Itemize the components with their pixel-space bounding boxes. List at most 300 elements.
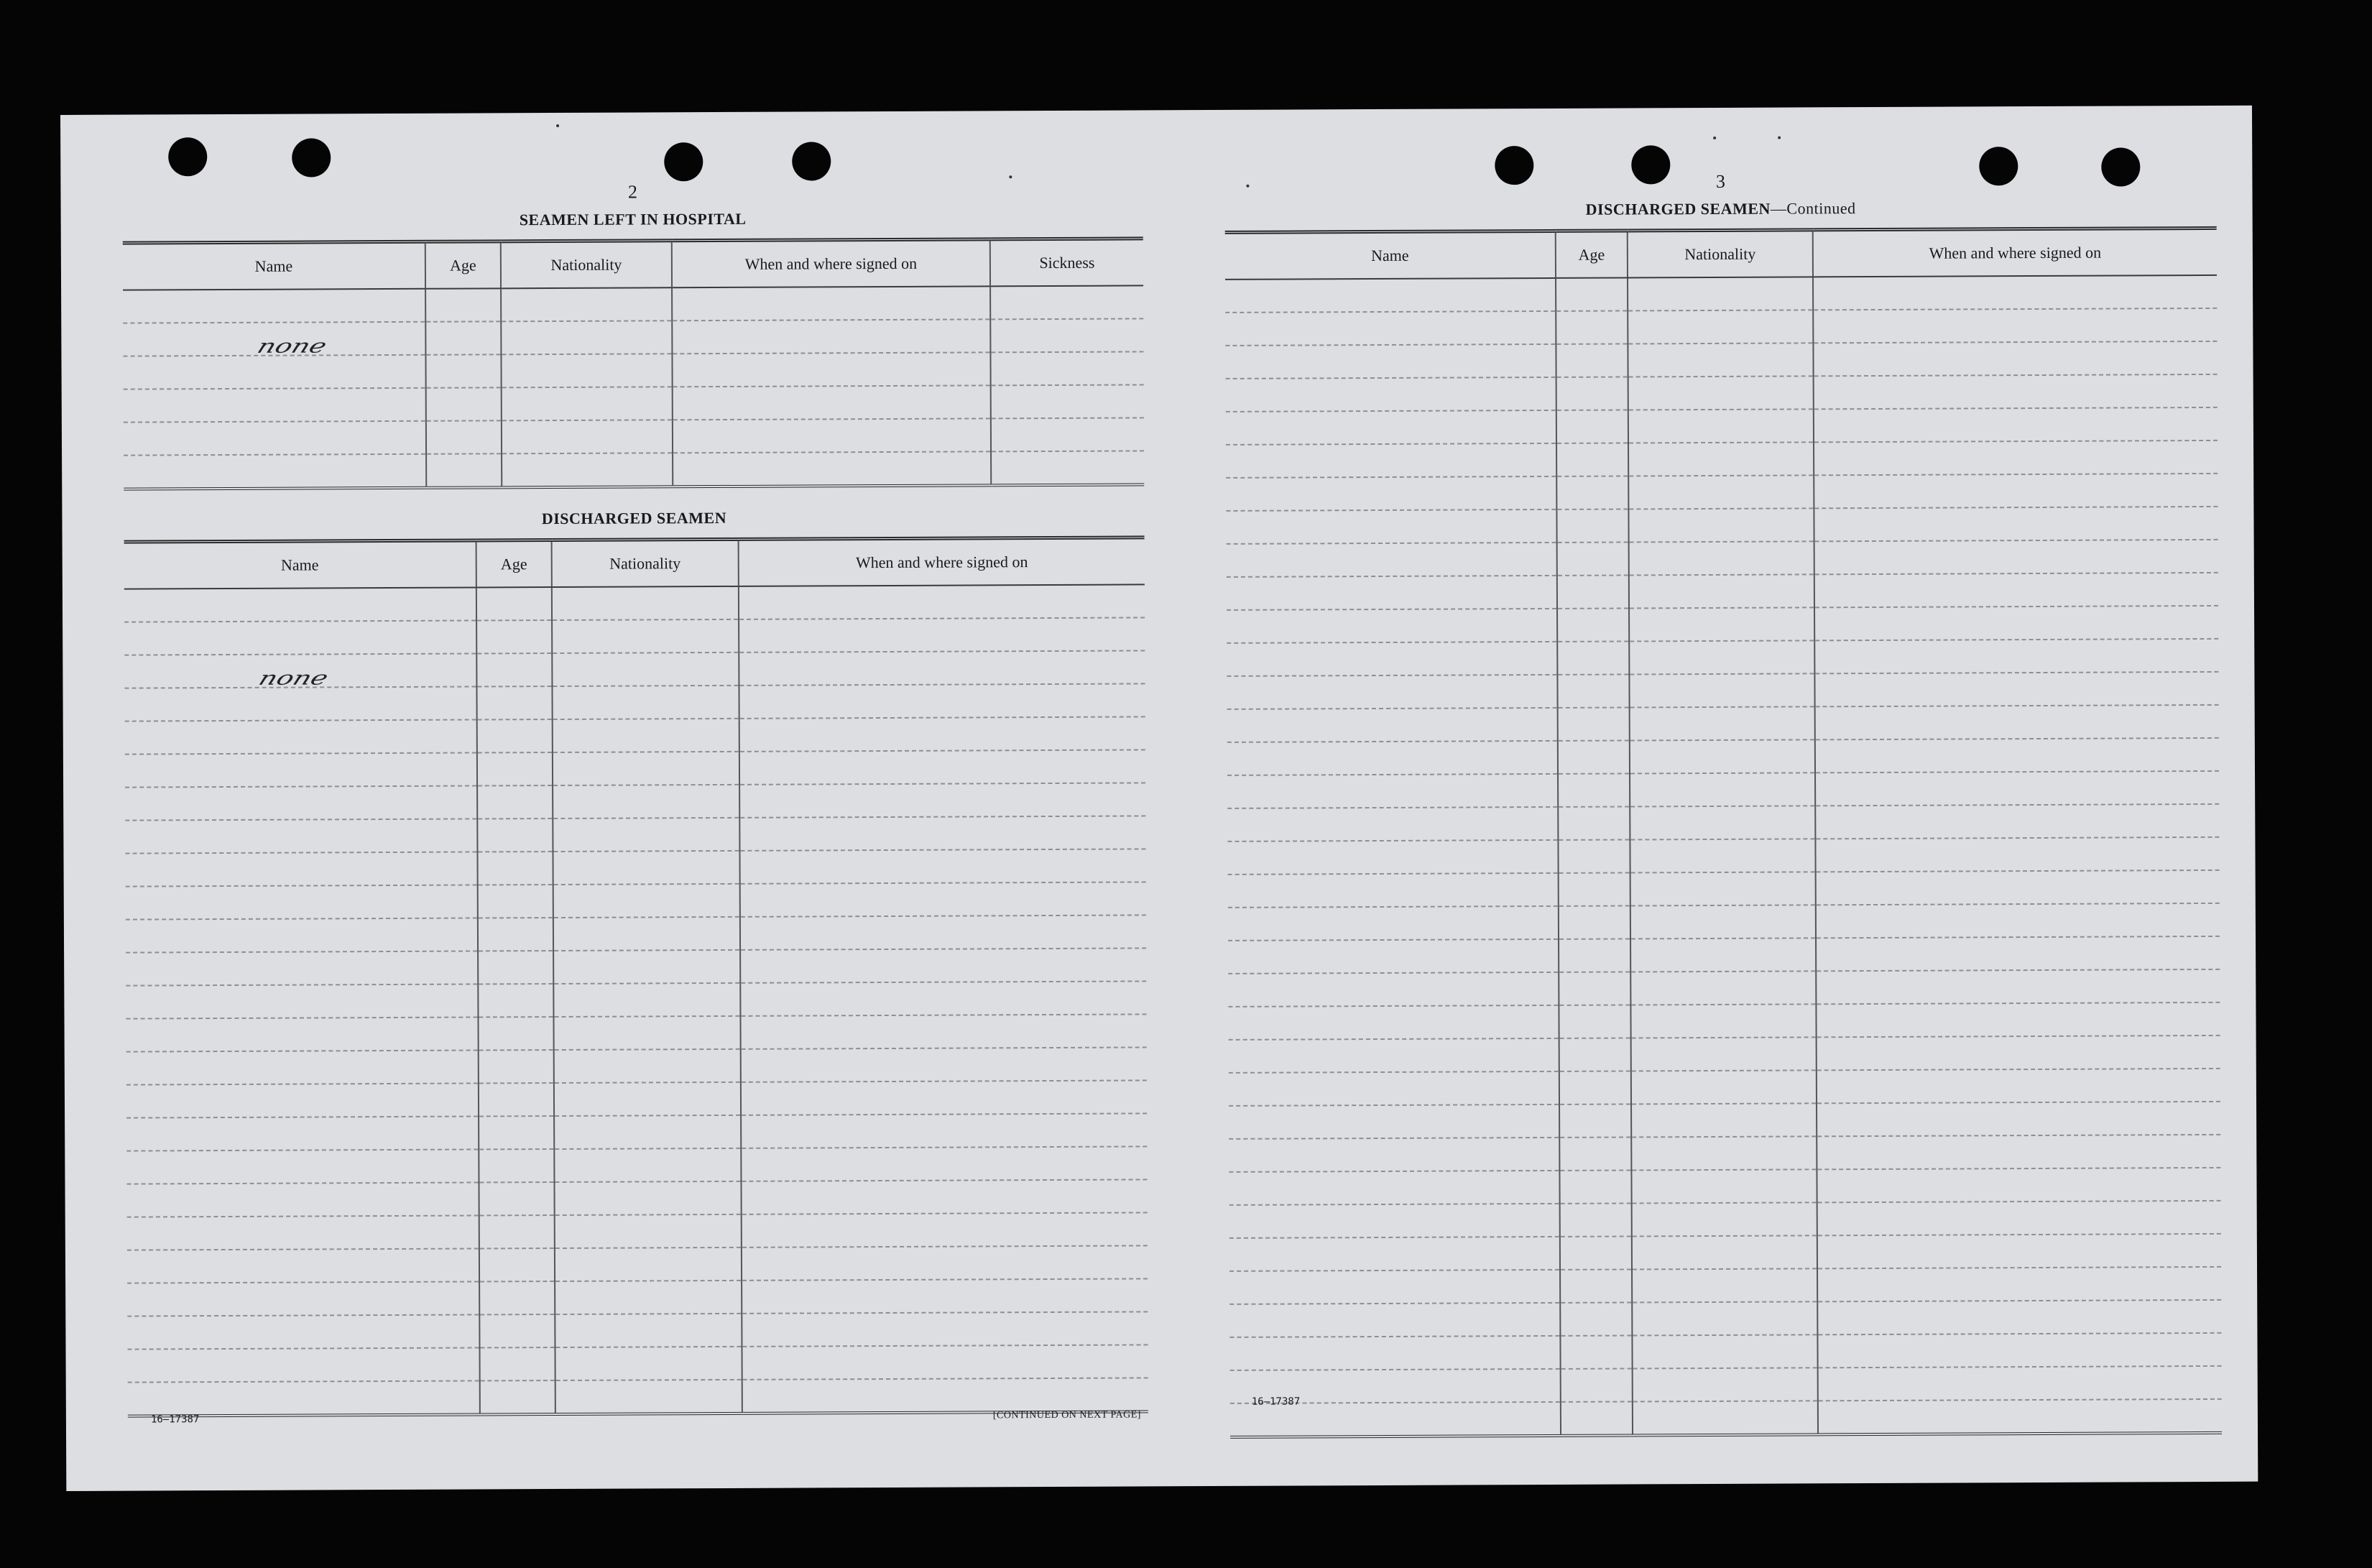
table-row <box>126 948 1146 985</box>
table-cell <box>477 752 553 785</box>
table-cell <box>426 387 502 420</box>
table-cell <box>1226 443 1556 478</box>
table-cell <box>1815 837 2219 872</box>
speck <box>1778 137 1781 139</box>
column-header-signed-on: When and where signed on <box>739 538 1145 586</box>
table-cell <box>502 387 673 420</box>
table-header-row <box>124 538 1145 589</box>
table-cell <box>1814 441 2218 475</box>
table-cell <box>1227 741 1558 775</box>
table-cell <box>1632 1268 1817 1302</box>
table-row <box>126 981 1146 1018</box>
table-cell <box>553 752 739 785</box>
table-cell <box>739 783 1145 817</box>
table-row <box>126 1080 1147 1117</box>
page-number: 2 <box>627 181 638 203</box>
table-cell <box>1816 1002 2220 1037</box>
table-row <box>1229 1300 2221 1337</box>
column-header-age: Age <box>425 241 501 289</box>
table-cell <box>1817 1333 2221 1368</box>
table-cell <box>741 1047 1147 1082</box>
table-cell <box>1630 706 1815 740</box>
table-cell <box>740 981 1146 1015</box>
table-cell <box>1225 344 1556 379</box>
table-cell <box>1556 443 1628 476</box>
table-cell <box>1630 839 1815 872</box>
table-cell <box>479 1215 555 1248</box>
table-cell <box>1560 1335 1632 1368</box>
table-cell <box>1815 804 2219 839</box>
cell-text: none <box>254 334 331 358</box>
table-row <box>125 783 1145 820</box>
table-cell <box>1817 1234 2221 1268</box>
table-cell <box>1227 708 1558 742</box>
table-cell <box>741 1113 1147 1148</box>
table-cell <box>476 686 552 719</box>
table-cell <box>990 351 1143 385</box>
table-cell <box>477 818 553 852</box>
punch-hole <box>792 142 831 180</box>
table-cell <box>1629 640 1814 674</box>
table-cell <box>1559 1071 1631 1104</box>
table-cell <box>741 1146 1147 1181</box>
table-cell <box>1814 573 2218 607</box>
table-cell <box>1560 1203 1632 1236</box>
table-cell <box>1557 641 1629 674</box>
table-row <box>1227 573 2218 610</box>
table-cell <box>1814 507 2218 541</box>
table-cell <box>1630 971 1816 1005</box>
table-cell <box>553 983 740 1017</box>
table-cell <box>1558 773 1630 806</box>
table-cell <box>125 719 477 754</box>
table-cell <box>1817 1102 2220 1136</box>
table-row <box>1228 903 2220 941</box>
table-cell <box>477 719 553 752</box>
table-cell <box>125 818 477 853</box>
table-cell <box>742 1245 1148 1280</box>
table-cell <box>125 852 477 886</box>
table-cell <box>1561 1368 1633 1401</box>
right-page <box>1224 106 2216 1408</box>
table-cell <box>127 1248 479 1283</box>
table-cell <box>1559 1137 1631 1170</box>
table-cell <box>1817 1168 2220 1202</box>
table-cell <box>1817 1201 2221 1235</box>
table-cell <box>554 1049 741 1083</box>
table-cell <box>124 421 426 456</box>
table-row <box>124 451 1144 489</box>
table-cell <box>1225 278 1556 313</box>
column-header-name: Name <box>124 540 476 589</box>
discharged-table <box>124 535 1148 1417</box>
table-row <box>127 1311 1148 1349</box>
table-cell <box>124 587 476 622</box>
table-cell <box>124 388 426 423</box>
discharged-section-title: DISCHARGED SEAMEN <box>541 508 727 528</box>
table-cell <box>1631 1037 1817 1071</box>
table-cell <box>1559 872 1630 905</box>
table-row <box>1228 870 2220 908</box>
table-cell <box>1559 972 1630 1005</box>
table-cell <box>478 984 553 1017</box>
table-cell <box>479 1083 554 1116</box>
table-cell <box>426 420 502 453</box>
table-cell <box>501 287 672 321</box>
table-row <box>125 849 1145 886</box>
table-cell <box>990 285 1143 319</box>
table-cell <box>1226 476 1556 511</box>
table-cell <box>742 1345 1148 1379</box>
ledger-sheet <box>60 106 2258 1491</box>
table-row <box>123 318 1143 356</box>
table-cell <box>1814 606 2218 640</box>
table-cell <box>1813 341 2217 376</box>
table-cell <box>124 620 476 655</box>
table-cell <box>479 1314 555 1347</box>
punch-hole <box>292 138 331 177</box>
table-cell <box>554 1115 741 1149</box>
table-row <box>124 584 1145 622</box>
table-cell <box>127 1215 479 1250</box>
discharged-rows <box>124 584 1148 1416</box>
table-cell <box>742 1311 1148 1346</box>
table-cell <box>1628 376 1814 410</box>
table-cell <box>1229 1171 1559 1205</box>
table-row <box>125 716 1145 754</box>
table-cell <box>1814 407 2218 442</box>
table-row <box>1229 1234 2221 1271</box>
table-cell <box>740 948 1146 982</box>
table-cell <box>1630 872 1816 905</box>
table-row <box>126 1014 1146 1051</box>
table-cell <box>991 418 1144 451</box>
table-cell <box>1227 675 1557 709</box>
cell-text: none <box>255 666 332 690</box>
table-cell <box>1816 936 2220 971</box>
table-row <box>1229 1102 2220 1139</box>
table-cell <box>1630 806 1815 839</box>
table-cell <box>740 1014 1146 1048</box>
table-row <box>1226 441 2218 478</box>
table-cell <box>1814 474 2218 508</box>
table-cell <box>554 1181 741 1215</box>
table-cell <box>479 1182 554 1215</box>
table-cell <box>1813 275 2217 310</box>
table-cell <box>1228 873 1559 908</box>
column-header-sickness: Sickness <box>990 239 1143 286</box>
table-row <box>1226 407 2218 445</box>
table-cell <box>1226 377 1556 412</box>
column-header-name: Name <box>123 241 425 290</box>
table-cell <box>126 951 478 985</box>
table-cell <box>555 1347 742 1380</box>
table-cell <box>672 319 990 354</box>
table-cell <box>1227 774 1558 808</box>
table-cell <box>553 884 740 918</box>
discharged-continued-rows <box>1225 275 2222 1437</box>
table-cell <box>479 1248 555 1281</box>
table-cell <box>553 917 740 951</box>
table-cell <box>1557 608 1629 641</box>
table-cell <box>1229 1071 1559 1106</box>
table-cell <box>742 1378 1148 1413</box>
punch-hole <box>168 137 207 176</box>
table-cell <box>1629 607 1814 641</box>
hospital-rows <box>123 285 1144 489</box>
table-cell <box>477 785 553 818</box>
table-cell <box>126 1116 479 1150</box>
table-row <box>1229 1135 2220 1172</box>
table-row <box>1227 804 2219 841</box>
table-cell <box>673 418 991 453</box>
table-cell <box>1816 870 2220 905</box>
table-cell <box>1559 905 1630 939</box>
table-cell <box>124 454 426 489</box>
table-cell <box>425 354 501 387</box>
table-cell <box>990 318 1143 352</box>
table-cell <box>1814 639 2218 673</box>
table-cell <box>1227 840 1558 875</box>
table-cell <box>553 851 739 885</box>
table-cell <box>502 420 673 453</box>
table-cell <box>123 289 425 323</box>
column-header-nationality: Nationality <box>501 241 672 289</box>
hospital-section-title: SEAMEN LEFT IN HOSPITAL <box>519 209 747 229</box>
table-cell <box>741 1080 1147 1115</box>
table-cell <box>555 1248 742 1281</box>
table-cell <box>479 1347 555 1380</box>
table-cell <box>1818 1399 2222 1434</box>
table-row <box>127 1245 1148 1283</box>
table-cell <box>1229 1138 1559 1172</box>
table-cell <box>741 1179 1147 1214</box>
table-cell <box>1229 1270 1560 1304</box>
table-cell <box>1229 1038 1559 1073</box>
table-cell <box>991 384 1144 418</box>
table-cell <box>1629 574 1814 608</box>
table-cell <box>1633 1401 1818 1435</box>
table-cell <box>1560 1269 1632 1302</box>
table-cell <box>1556 509 1628 542</box>
table-cell <box>1558 839 1630 872</box>
table-cell <box>1630 1004 1816 1038</box>
table-cell <box>1226 410 1556 445</box>
table-cell <box>1559 1005 1630 1038</box>
table-cell <box>553 1016 740 1050</box>
table-cell <box>1557 674 1629 707</box>
table-cell <box>1817 1267 2221 1301</box>
hospital-table <box>123 236 1145 490</box>
column-header-name: Name <box>1225 231 1556 280</box>
table-cell <box>739 650 1145 685</box>
table-cell <box>1560 1236 1632 1269</box>
table-row <box>126 1047 1147 1084</box>
table-row <box>1227 705 2219 742</box>
table-cell <box>1558 806 1630 839</box>
section-title-suffix: —Continued <box>1770 199 1856 218</box>
table-cell <box>1229 1303 1560 1337</box>
table-cell <box>1225 311 1556 346</box>
table-cell <box>126 1182 479 1217</box>
table-cell <box>552 586 739 620</box>
table-cell <box>123 355 425 389</box>
table-row <box>1225 308 2217 346</box>
table-cell <box>740 882 1146 916</box>
table-cell <box>1633 1368 1818 1401</box>
table-cell <box>739 683 1145 718</box>
table-cell <box>502 453 673 487</box>
table-cell <box>124 686 476 721</box>
table-cell <box>1632 1301 1817 1335</box>
table-cell <box>1227 642 1557 676</box>
table-cell <box>501 320 672 354</box>
continued-note: [CONTINUED ON NEXT PAGE] <box>992 1409 1141 1421</box>
table-cell <box>124 653 476 688</box>
table-cell <box>1814 540 2218 574</box>
table-cell <box>1628 343 1813 377</box>
table-cell <box>1631 1103 1817 1137</box>
table-cell <box>673 451 991 486</box>
table-row <box>1229 1168 2220 1205</box>
table-cell <box>1227 807 1558 841</box>
table-row <box>126 915 1146 952</box>
table-row <box>127 1345 1148 1382</box>
table-cell <box>1629 673 1814 707</box>
table-cell <box>426 453 502 487</box>
table-cell <box>1558 740 1630 773</box>
table-row <box>1229 1333 2221 1370</box>
table-cell <box>478 918 553 951</box>
table-row <box>1230 1399 2222 1437</box>
table-cell <box>478 885 553 918</box>
table-cell <box>672 352 990 387</box>
table-cell <box>477 852 553 885</box>
page-number: 3 <box>1715 170 1725 192</box>
table-row <box>1227 639 2218 676</box>
column-header-signed-on: When and where signed on <box>1813 228 2217 277</box>
table-cell <box>478 1017 553 1050</box>
table-cell <box>1628 475 1814 509</box>
table-cell <box>126 1149 479 1184</box>
table-cell <box>1558 707 1630 740</box>
table-cell <box>425 288 501 321</box>
table-cell <box>1630 938 1816 972</box>
table-cell <box>1628 508 1814 542</box>
table-row <box>126 1179 1147 1217</box>
table-cell <box>1556 377 1628 410</box>
table-row <box>1226 507 2218 544</box>
table-cell <box>476 653 552 686</box>
table-row <box>124 418 1144 455</box>
table-row <box>1226 374 2218 412</box>
table-row <box>1227 672 2218 709</box>
table-cell <box>126 1050 479 1084</box>
table-cell <box>1228 906 1559 941</box>
table-cell <box>126 1017 478 1051</box>
column-header-age: Age <box>476 540 552 588</box>
table-cell <box>1227 576 1557 610</box>
table-cell <box>1632 1334 1817 1368</box>
table-row <box>125 816 1145 853</box>
table-cell <box>991 451 1144 485</box>
speck <box>1009 175 1012 178</box>
table-cell <box>479 1149 554 1182</box>
table-cell <box>125 752 477 787</box>
table-cell <box>1229 1237 1560 1271</box>
table-cell <box>554 1082 741 1116</box>
table-cell <box>1226 509 1556 544</box>
table-row <box>126 1146 1147 1184</box>
table-cell <box>1228 1005 1559 1040</box>
table-cell <box>1814 672 2218 706</box>
table-cell <box>1228 972 1559 1007</box>
table-cell <box>1817 1036 2220 1070</box>
table-row <box>123 351 1143 389</box>
table-row <box>1228 1002 2220 1040</box>
table-cell <box>1628 277 1813 310</box>
table-cell <box>476 620 552 653</box>
table-cell <box>1816 969 2220 1004</box>
table-cell <box>127 1314 479 1349</box>
table-cell <box>1560 1302 1632 1335</box>
table-row <box>1225 341 2217 379</box>
table-cell <box>425 321 501 354</box>
table-cell <box>479 1050 554 1083</box>
table-cell <box>1630 905 1816 939</box>
table-row <box>1226 474 2218 511</box>
table-header-row <box>123 239 1143 290</box>
table-cell <box>739 816 1145 850</box>
table-row <box>127 1278 1148 1316</box>
discharged-continued-title <box>1225 198 2217 221</box>
table-row <box>1229 1201 2221 1238</box>
table-cell <box>128 1380 480 1416</box>
table-cell <box>125 785 477 820</box>
table-row <box>125 750 1145 787</box>
table-cell <box>555 1281 742 1314</box>
table-row <box>126 882 1146 919</box>
table-cell <box>1630 773 1815 806</box>
table-cell <box>1227 543 1557 577</box>
column-header-nationality: Nationality <box>1628 230 1813 278</box>
column-header-signed-on: When and where signed on <box>672 239 990 287</box>
table-row <box>1228 969 2220 1007</box>
table-cell <box>1556 343 1628 377</box>
column-header-nationality: Nationality <box>552 539 739 587</box>
table-cell <box>739 849 1145 883</box>
table-cell <box>480 1380 555 1414</box>
table-cell <box>1556 277 1628 310</box>
punch-hole <box>664 142 703 181</box>
table-cell <box>1229 1104 1559 1139</box>
table-row <box>1227 837 2219 875</box>
table-cell <box>127 1281 479 1316</box>
discharged-continued-table <box>1225 226 2222 1439</box>
table-cell <box>126 1083 479 1117</box>
table-cell <box>552 619 739 653</box>
table-cell <box>1559 1038 1631 1071</box>
table-cell <box>553 785 739 818</box>
form-number: 16—17387 <box>150 1413 200 1426</box>
table-cell <box>1228 939 1559 974</box>
table-cell <box>1631 1169 1817 1203</box>
table-cell <box>552 686 739 719</box>
table-row <box>124 384 1144 422</box>
table-cell <box>742 1278 1148 1313</box>
speck <box>556 124 559 127</box>
form-number: 16—17387 <box>1251 1396 1301 1408</box>
